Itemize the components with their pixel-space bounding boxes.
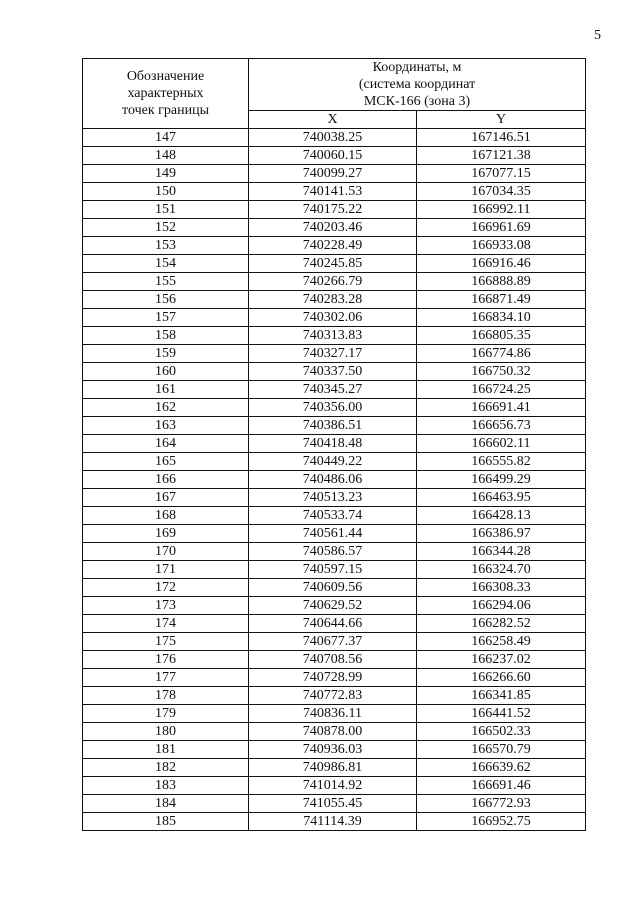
table-row xyxy=(83,813,586,831)
point-cell: 156 xyxy=(83,291,249,309)
y-cell: 166933.08 xyxy=(417,237,586,255)
x-cell: 740609.56 xyxy=(249,579,417,597)
point-cell: 177 xyxy=(83,669,249,687)
x-cell: 740386.51 xyxy=(249,417,417,435)
point-cell: 151 xyxy=(83,201,249,219)
point-cell: 153 xyxy=(83,237,249,255)
y-cell: 166502.33 xyxy=(417,723,586,741)
table-row xyxy=(83,417,586,435)
y-cell: 167146.51 xyxy=(417,129,586,147)
table-row xyxy=(83,489,586,507)
point-cell: 173 xyxy=(83,597,249,615)
point-cell: 164 xyxy=(83,435,249,453)
y-cell: 166834.10 xyxy=(417,309,586,327)
y-cell: 166691.46 xyxy=(417,777,586,795)
x-cell: 740038.25 xyxy=(249,129,417,147)
table-row xyxy=(83,129,586,147)
point-cell: 162 xyxy=(83,399,249,417)
x-cell: 740513.23 xyxy=(249,489,417,507)
x-cell: 740533.74 xyxy=(249,507,417,525)
table-row xyxy=(83,471,586,489)
y-cell: 166237.02 xyxy=(417,651,586,669)
point-cell: 158 xyxy=(83,327,249,345)
x-cell: 740313.83 xyxy=(249,327,417,345)
point-cell: 184 xyxy=(83,795,249,813)
table-row xyxy=(83,759,586,777)
point-cell: 161 xyxy=(83,381,249,399)
x-column-header: X xyxy=(249,111,417,129)
x-cell: 740878.00 xyxy=(249,723,417,741)
table-row xyxy=(83,795,586,813)
point-cell: 168 xyxy=(83,507,249,525)
y-cell: 166639.62 xyxy=(417,759,586,777)
y-cell: 166324.70 xyxy=(417,561,586,579)
y-cell: 166463.95 xyxy=(417,489,586,507)
point-cell: 159 xyxy=(83,345,249,363)
table-row xyxy=(83,525,586,543)
x-cell: 741114.39 xyxy=(249,813,417,831)
y-cell: 166441.52 xyxy=(417,705,586,723)
table-row xyxy=(83,453,586,471)
x-cell: 740266.79 xyxy=(249,273,417,291)
x-cell: 740356.00 xyxy=(249,399,417,417)
point-cell: 185 xyxy=(83,813,249,831)
point-cell: 182 xyxy=(83,759,249,777)
x-cell: 740302.06 xyxy=(249,309,417,327)
table-row xyxy=(83,615,586,633)
table-header xyxy=(83,59,586,129)
y-cell: 167077.15 xyxy=(417,165,586,183)
y-cell: 166888.89 xyxy=(417,273,586,291)
y-cell: 166428.13 xyxy=(417,507,586,525)
table-row xyxy=(83,291,586,309)
point-cell: 183 xyxy=(83,777,249,795)
table-row xyxy=(83,543,586,561)
point-cell: 163 xyxy=(83,417,249,435)
y-cell: 166961.69 xyxy=(417,219,586,237)
x-cell: 740060.15 xyxy=(249,147,417,165)
y-cell: 166308.33 xyxy=(417,579,586,597)
y-cell: 166992.11 xyxy=(417,201,586,219)
x-cell: 740986.81 xyxy=(249,759,417,777)
point-cell: 170 xyxy=(83,543,249,561)
x-cell: 740418.48 xyxy=(249,435,417,453)
x-cell: 740337.50 xyxy=(249,363,417,381)
y-cell: 166774.86 xyxy=(417,345,586,363)
y-column-header: Y xyxy=(417,111,586,129)
point-cell: 147 xyxy=(83,129,249,147)
x-cell: 740728.99 xyxy=(249,669,417,687)
point-cell: 172 xyxy=(83,579,249,597)
page-number: 5 xyxy=(594,28,601,43)
table-row xyxy=(83,399,586,417)
x-cell: 740836.11 xyxy=(249,705,417,723)
point-cell: 148 xyxy=(83,147,249,165)
point-cell: 175 xyxy=(83,633,249,651)
point-cell: 176 xyxy=(83,651,249,669)
x-cell: 741014.92 xyxy=(249,777,417,795)
y-cell: 166724.25 xyxy=(417,381,586,399)
point-cell: 154 xyxy=(83,255,249,273)
x-cell: 740327.17 xyxy=(249,345,417,363)
point-cell: 149 xyxy=(83,165,249,183)
table-row xyxy=(83,237,586,255)
y-cell: 166570.79 xyxy=(417,741,586,759)
table-row xyxy=(83,579,586,597)
point-cell: 165 xyxy=(83,453,249,471)
table-row xyxy=(83,741,586,759)
y-cell: 166656.73 xyxy=(417,417,586,435)
y-cell: 166499.29 xyxy=(417,471,586,489)
point-cell: 160 xyxy=(83,363,249,381)
table-row xyxy=(83,435,586,453)
point-cell: 152 xyxy=(83,219,249,237)
y-cell: 166294.06 xyxy=(417,597,586,615)
x-cell: 740677.37 xyxy=(249,633,417,651)
point-cell: 169 xyxy=(83,525,249,543)
x-cell: 740629.52 xyxy=(249,597,417,615)
x-cell: 740449.22 xyxy=(249,453,417,471)
table-body xyxy=(83,129,586,831)
table-row xyxy=(83,633,586,651)
x-cell: 740597.15 xyxy=(249,561,417,579)
table-row xyxy=(83,687,586,705)
table-row xyxy=(83,507,586,525)
table-row xyxy=(83,363,586,381)
x-cell: 741055.45 xyxy=(249,795,417,813)
table-row xyxy=(83,165,586,183)
y-cell: 166952.75 xyxy=(417,813,586,831)
point-cell: 180 xyxy=(83,723,249,741)
point-cell: 150 xyxy=(83,183,249,201)
coordinates-table xyxy=(82,58,586,831)
table-row xyxy=(83,345,586,363)
x-cell: 740175.22 xyxy=(249,201,417,219)
table-row xyxy=(83,669,586,687)
table-row xyxy=(83,183,586,201)
x-cell: 740141.53 xyxy=(249,183,417,201)
table-row xyxy=(83,723,586,741)
table-row xyxy=(83,147,586,165)
y-cell: 166555.82 xyxy=(417,453,586,471)
y-cell: 166750.32 xyxy=(417,363,586,381)
x-cell: 740644.66 xyxy=(249,615,417,633)
x-cell: 740283.28 xyxy=(249,291,417,309)
table-row xyxy=(83,201,586,219)
y-cell: 166258.49 xyxy=(417,633,586,651)
point-cell: 166 xyxy=(83,471,249,489)
y-cell: 166805.35 xyxy=(417,327,586,345)
table-row xyxy=(83,273,586,291)
y-cell: 166266.60 xyxy=(417,669,586,687)
point-cell: 157 xyxy=(83,309,249,327)
point-cell: 167 xyxy=(83,489,249,507)
table-row xyxy=(83,651,586,669)
coordinates-group-header: Координаты, м (система координат МСК-166 (зона 3) xyxy=(249,59,586,111)
table-row xyxy=(83,219,586,237)
x-cell: 740936.03 xyxy=(249,741,417,759)
table-row xyxy=(83,597,586,615)
point-cell: 179 xyxy=(83,705,249,723)
x-cell: 740772.83 xyxy=(249,687,417,705)
y-cell: 166386.97 xyxy=(417,525,586,543)
x-cell: 740228.49 xyxy=(249,237,417,255)
point-cell: 155 xyxy=(83,273,249,291)
table-row xyxy=(83,561,586,579)
table-row xyxy=(83,381,586,399)
x-cell: 740561.44 xyxy=(249,525,417,543)
y-cell: 166871.49 xyxy=(417,291,586,309)
table-row xyxy=(83,705,586,723)
point-cell: 174 xyxy=(83,615,249,633)
table-row xyxy=(83,309,586,327)
x-cell: 740586.57 xyxy=(249,543,417,561)
x-cell: 740708.56 xyxy=(249,651,417,669)
point-cell: 181 xyxy=(83,741,249,759)
y-cell: 166772.93 xyxy=(417,795,586,813)
x-cell: 740345.27 xyxy=(249,381,417,399)
y-cell: 166916.46 xyxy=(417,255,586,273)
y-cell: 166602.11 xyxy=(417,435,586,453)
table-row xyxy=(83,327,586,345)
table-row xyxy=(83,777,586,795)
table-row xyxy=(83,255,586,273)
point-cell: 178 xyxy=(83,687,249,705)
y-cell: 167034.35 xyxy=(417,183,586,201)
y-cell: 167121.38 xyxy=(417,147,586,165)
point-cell: 171 xyxy=(83,561,249,579)
y-cell: 166344.28 xyxy=(417,543,586,561)
x-cell: 740203.46 xyxy=(249,219,417,237)
y-cell: 166282.52 xyxy=(417,615,586,633)
y-cell: 166341.85 xyxy=(417,687,586,705)
x-cell: 740486.06 xyxy=(249,471,417,489)
y-cell: 166691.41 xyxy=(417,399,586,417)
x-cell: 740099.27 xyxy=(249,165,417,183)
x-cell: 740245.85 xyxy=(249,255,417,273)
point-column-header: Обозначение характерных точек границы xyxy=(83,59,249,129)
